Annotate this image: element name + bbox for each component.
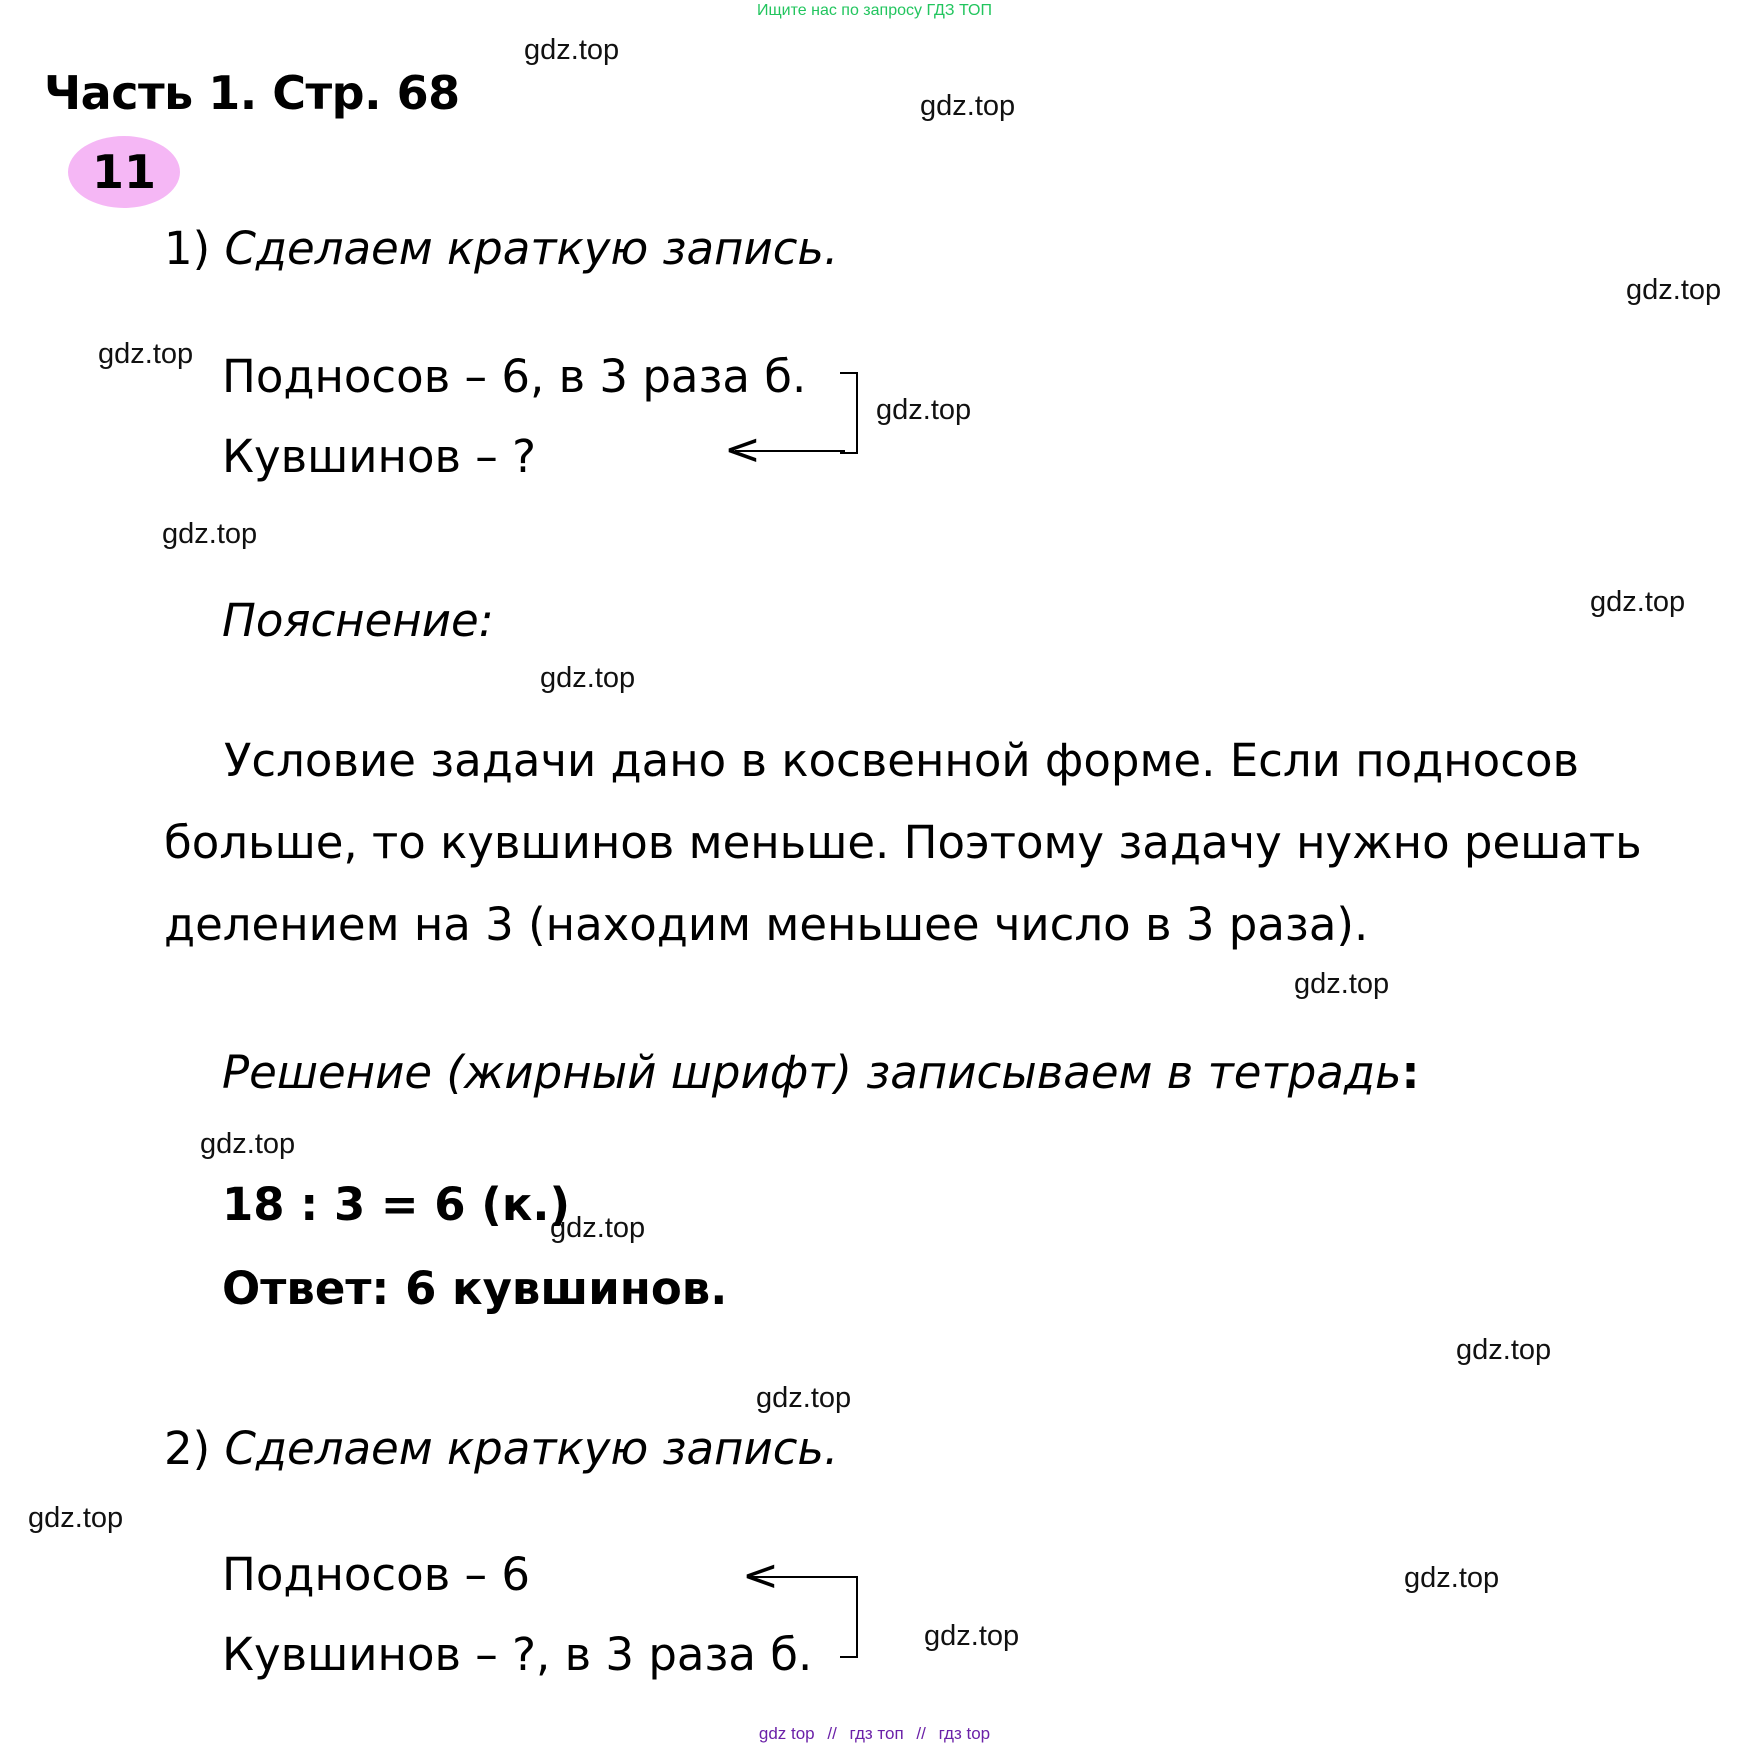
watermark: gdz.top	[1590, 586, 1686, 618]
solution-caption-colon: :	[1401, 1046, 1420, 1099]
part2-heading	[164, 1422, 838, 1475]
footer-separator: //	[916, 1724, 926, 1743]
solution-caption	[222, 1046, 1419, 1099]
part1-arrow-head-icon: <	[724, 424, 761, 475]
footer-link[interactable]: гдз топ	[849, 1724, 904, 1743]
solution-equation: 18 : 3 = 6 (к.)	[222, 1178, 571, 1231]
watermark: gdz.top	[550, 1212, 646, 1244]
watermark: gdz.top	[756, 1382, 852, 1414]
explanation-line: Условие задачи дано в косвенной форме. Если подносов	[224, 734, 1580, 787]
part1-line-jugs: Кувшинов – ?	[222, 430, 536, 483]
footer-links	[0, 1724, 1749, 1744]
watermark: gdz.top	[1294, 968, 1390, 1000]
top-notice: Ищите нас по запросу ГДЗ ТОП	[757, 2, 992, 19]
footer-separator: //	[827, 1724, 837, 1743]
watermark: gdz.top	[540, 662, 636, 694]
page-title: Часть 1. Стр. 68	[44, 66, 460, 120]
part2-heading-number: 2)	[164, 1422, 211, 1475]
part2-line-trays: Подносов – 6	[222, 1548, 530, 1601]
part2-line-jugs: Кувшинов – ?, в 3 раза б.	[222, 1628, 813, 1681]
watermark: gdz.top	[524, 34, 620, 66]
footer-link[interactable]: gdz top	[758, 1724, 815, 1743]
part1-heading-text: Сделаем краткую запись.	[224, 222, 839, 275]
watermark: gdz.top	[98, 338, 194, 370]
watermark: gdz.top	[162, 518, 258, 550]
solution-caption-text: Решение (жирный шрифт) записываем в тетрадь	[222, 1046, 1402, 1099]
watermark: gdz.top	[876, 394, 972, 426]
explanation-title: Пояснение:	[222, 594, 494, 647]
part1-bracket	[840, 372, 858, 454]
watermark: gdz.top	[1404, 1562, 1500, 1594]
part2-arrow-head-icon: <	[742, 1550, 779, 1601]
watermark: gdz.top	[924, 1620, 1020, 1652]
explanation-line: больше, то кувшинов меньше. Поэтому задачу нужно решать	[164, 816, 1642, 869]
watermark: gdz.top	[200, 1128, 296, 1160]
part1-heading-number: 1)	[164, 222, 211, 275]
watermark: gdz.top	[28, 1502, 124, 1534]
explanation-line: делением на 3 (находим меньшее число в 3 раза).	[164, 898, 1369, 951]
explanation-paragraph	[164, 720, 1724, 966]
watermark: gdz.top	[1626, 274, 1722, 306]
watermark: gdz.top	[920, 90, 1016, 122]
part1-line-trays: Подносов – 6, в 3 раза б.	[222, 350, 807, 403]
part1-heading	[164, 222, 838, 275]
part2-heading-text: Сделаем краткую запись.	[224, 1422, 839, 1475]
footer-link[interactable]: гдз top	[938, 1724, 991, 1743]
task-number-badge: 11	[68, 136, 180, 208]
solution-answer: Ответ: 6 кувшинов.	[222, 1262, 728, 1315]
part2-bracket	[840, 1576, 858, 1658]
watermark: gdz.top	[1456, 1334, 1552, 1366]
